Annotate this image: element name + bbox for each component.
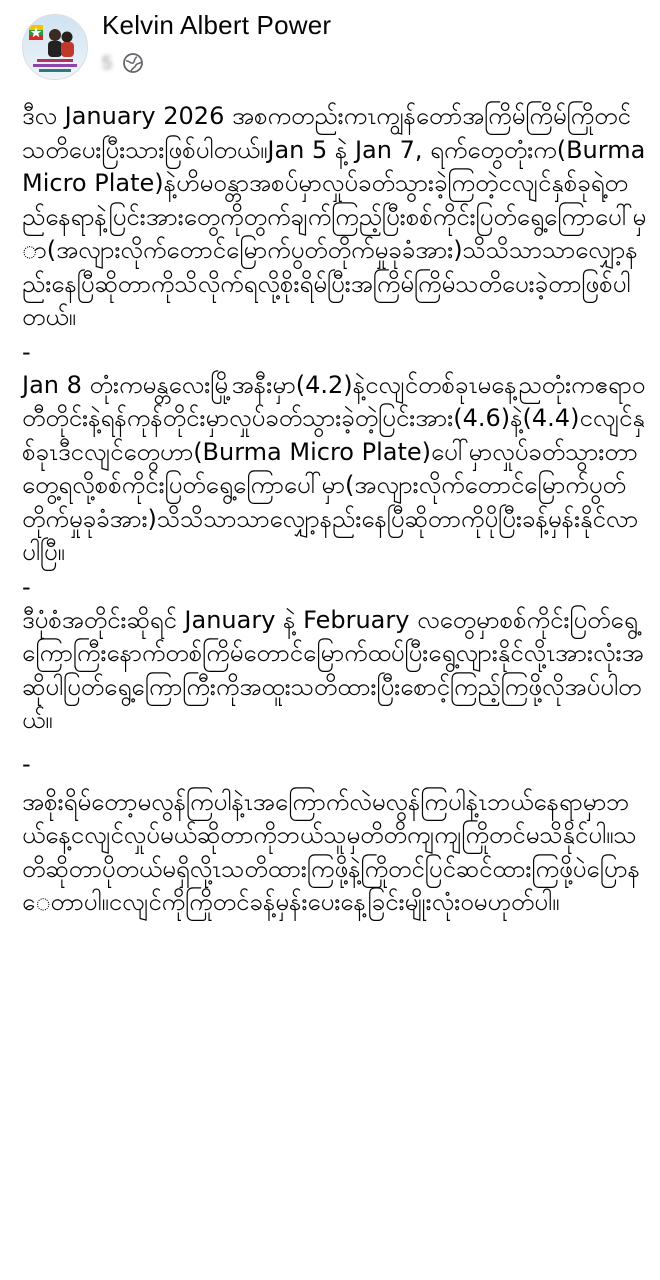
paragraph-1: ဒီလ January 2026 အစကတည်းကၤကျွန်တော်အကြိမ်ကြိမ်ကြိုတင်သတိပေးပြီးသားဖြစ်ပါတယ်။Jan 5 နဲ့ Jan 7, ရက်တွေတုံးက(Burma Micro Plate)နဲ့ဟိမဝန္တာအစပ်မှာလှုပ်ခတ်သွားခဲ့ကြတဲ့ငလျင်နှစ်ခုရဲ့တည်နေရာနဲ့ပြင်းအားတွေကိုတွက်ချက်ကြည့်ပြီးစစ်ကိုင်းပြတ်ရွေ့ကြောပေါ်မှာ(အလျားလိုက်တောင်မြောက်ပွတ်တိုက်မှုခုခံအား)သိသိသာသာလျှော့နည်းနေပြီဆိုတာကိုသိလိုက်ရလို့စိုးရိမ်ပြီးအကြိမ်ကြိမ်သတိပေးခဲ့တာဖြစ်ပါတယ်။: [22, 102, 653, 331]
separator-1: -: [22, 337, 31, 366]
separator-2: -: [22, 572, 31, 601]
paragraph-2: Jan 8 တုံးကမန္တလေးမြို့အနီးမှာ(4.2)နဲ့ငလျင်တစ်ခုၤမနေ့ညတုံးကဧရာဝတီတိုင်းနဲ့ရန်ကုန်တိုင်းမှာလှုပ်ခတ်သွားခဲ့တဲ့ပြင်းအား(4.6)နဲ့(4.4)ငလျင်နှစ်ခုၤဒီငလျင်တွေဟာ(Burma Micro Plate)ပေါ်မှာလှုပ်ခတ်သွားတာတွေ့ရလို့စစ်ကိုင်းပြတ်ရွေ့ကြောပေါ်မှာ(အလျားလိုက်တောင်မြောက်ပွတ်တိုက်မှုခုခံအား)သိသိသာသာလျှော့နည်းနေပြီဆိုတာကိုပိုပြီးခန့်မှန်းနိုင်လာပါပြီ။: [22, 370, 646, 566]
post-header: [0, 0, 660, 100]
post-meta: [102, 50, 144, 76]
public-globe-icon[interactable]: [122, 52, 144, 74]
post-body: [22, 100, 653, 920]
profile-photo-avatar-icon: [23, 15, 87, 79]
avatar[interactable]: [22, 14, 88, 80]
paragraph-3: ဒီပုံစံအတိုင်းဆိုရင် January နဲ့ February လတွေမှာစစ်ကိုင်းပြတ်ရွေ့ကြောကြီးနောက်တစ်ကြိမ်တောင်မြောက်ထပ်ပြီးရွေ့လျားနိုင်လို့ၤအားလုံးအဆိုပါပြတ်ရွေ့ကြောကြီးကိုအထူးသတိထားပြီးစောင့်ကြည့်ကြဖို့လိုအပ်ပါတယ်။: [22, 605, 644, 734]
paragraph-4: အစိုးရိမ်တော့မလွန်ကြပါနဲ့ၤအကြောက်လဲမလွန်ကြပါနဲ့ၤဘယ်နေရာမှာဘယ်နေ့ငလျင်လှုပ်မယ်ဆိုတာကိုဘယ်သူမှတိတိကျကျကြိုတင်မသိနိုင်ပါ။သတိဆိုတာပိုတယ်မရှိလို့ၤသတိထားကြဖို့နဲ့ကြိုတင်ပြင်ဆင်ထားကြဖို့ပဲပြောနေတာပါ။ငလျင်ကိုကြိုတင်ခန့်မှန်းပေးနေ့ခြင်းမျိုးလုံးဝမဟုတ်ပါ။: [22, 787, 640, 916]
separator-3: -: [22, 749, 31, 778]
post-time[interactable]: 5: [102, 52, 113, 73]
author-name[interactable]: Kelvin Albert Power: [102, 10, 332, 40]
